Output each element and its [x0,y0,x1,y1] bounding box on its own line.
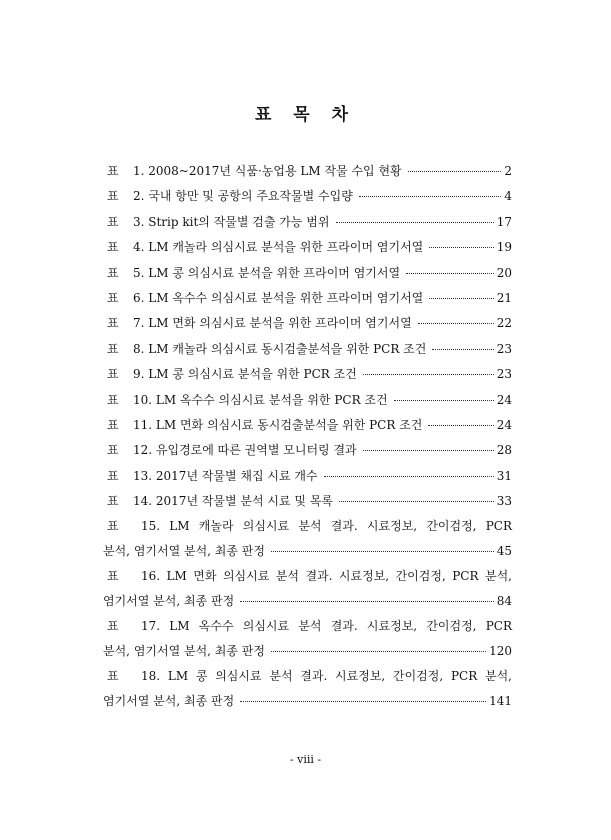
toc-page-number: 84 [496,594,512,609]
toc-entry[interactable] [103,565,512,615]
toc-entry-title-cont: 염기서열 분석, 최종 판정 [103,594,235,609]
toc-prefix: 표 [107,468,119,483]
toc-entry[interactable] [103,414,512,439]
toc-entry[interactable] [103,211,512,236]
toc-page-number: 24 [496,417,512,432]
toc-entry-title: 15. LM 캐놀라 의심시료 분석 결과. 시료정보, 간이검정, PCR [141,519,512,534]
toc-prefix: 표 [107,443,119,458]
toc-prefix: 표 [107,392,119,407]
toc-entry[interactable] [103,515,512,565]
toc-page-number: 33 [496,494,512,509]
toc-prefix: 표 [107,164,119,178]
toc-entry-title-cont: 분석, 염기서열 분석, 최종 판정 [103,544,265,559]
leader-dots [363,450,494,451]
leader-dots [324,476,494,477]
toc-entry[interactable] [103,490,512,515]
toc-page-number: 21 [496,290,512,305]
toc-entry-title: 4. LM 캐놀라 의심시료 분석을 위한 프라이머 염기서열 [133,240,424,255]
toc-entry-title: 7. LM 면화 의심시료 분석을 위한 프라이머 염기서열 [133,316,412,331]
toc-entry[interactable] [103,389,512,414]
leader-dots [339,501,494,502]
toc-entry-title: 1. 2008~2017년 식품·농업용 LM 작물 수입 현황 [133,164,402,178]
toc-entry-title: 6. LM 옥수수 의심시료 분석을 위한 프라이머 염기서열 [133,290,424,305]
toc-prefix: 표 [107,417,119,432]
leader-dots [432,349,493,350]
leader-dots [408,171,502,172]
toc-prefix: 표 [107,316,119,331]
toc-entry-title: 5. LM 콩 의심시료 분석을 위한 프라이머 염기서열 [133,265,401,280]
toc-entry[interactable] [103,236,512,261]
toc-entry-title: 9. LM 콩 의심시료 분석을 위한 PCR 조건 [133,367,357,382]
toc-page-number: 2 [504,164,512,178]
toc-entry-line2 [103,640,512,665]
toc-entry-line1 [103,565,512,590]
page-number: - viii - [289,753,322,766]
toc-page-number: 141 [489,694,512,709]
toc-entry-title-cont: 분석, 염기서열 분석, 최종 판정 [103,644,265,659]
toc-entry[interactable] [103,465,512,490]
toc-entry-title: 14. 2017년 작물별 분석 시료 및 목록 [133,494,334,509]
toc-entry-title: 18. LM 콩 의심시료 분석 결과. 시료정보, 간이검정, PCR 분석, [141,669,512,684]
toc-entry[interactable] [103,338,512,363]
toc-prefix: 표 [107,494,119,509]
toc-entry-line1 [103,615,512,640]
toc-entry-title: 17. LM 옥수수 의심시료 분석 결과. 시료정보, 간이검정, PCR [141,619,512,634]
toc-page-number: 45 [496,544,512,559]
toc-entry-title: 16. LM 면화 의심시료 분석 결과. 시료정보, 간이검정, PCR 분석, [141,569,512,584]
toc-entry-title: 8. LM 캐놀라 의심시료 동시검출분석을 위한 PCR 조건 [133,341,427,356]
toc-entry[interactable] [103,287,512,312]
toc-prefix: 표 [107,189,119,204]
toc-page-number: 23 [496,367,512,382]
toc-prefix: 표 [107,341,119,356]
toc-entry[interactable] [103,439,512,464]
toc-page-number: 28 [496,443,512,458]
toc-entry[interactable] [103,665,512,715]
toc-entry-title: 3. Strip kit의 작물별 검출 가능 범위 [133,214,330,229]
leader-dots [394,400,494,401]
leader-dots [429,247,493,248]
toc-prefix: 표 [107,240,119,255]
leader-dots [240,701,486,702]
toc-page-number: 20 [496,265,512,280]
toc-entry-line2 [103,540,512,565]
toc-entry[interactable] [103,160,512,185]
toc-entry[interactable] [103,262,512,287]
toc-entry-title: 13. 2017년 작물별 채집 시료 개수 [133,468,318,483]
leader-dots [271,551,494,552]
toc-prefix: 표 [107,367,119,382]
leader-dots [429,298,493,299]
toc-entry-title-cont: 염기서열 분석, 최종 판정 [103,694,235,709]
toc-prefix: 표 [107,290,119,305]
leader-dots [406,273,494,274]
leader-dots [428,425,493,426]
toc-prefix: 표 [107,569,119,584]
toc-entry-title: 10. LM 옥수수 의심시료 분석을 위한 PCR 조건 [133,392,388,407]
leader-dots [418,323,494,324]
leader-dots [336,222,494,223]
toc-entry-line2 [103,590,512,615]
leader-dots [359,196,502,197]
toc-prefix: 표 [107,619,119,634]
toc-prefix: 표 [107,214,119,229]
toc-entry-title: 12. 유입경로에 따른 권역별 모니터링 결과 [133,443,357,458]
toc-page-number: 4 [504,189,512,204]
toc-entry[interactable] [103,363,512,388]
toc-entry-line2 [103,690,512,715]
toc-page-number: 23 [496,341,512,356]
toc-entry[interactable] [103,312,512,337]
toc-prefix: 표 [107,519,119,534]
toc-page-number: 31 [496,468,512,483]
toc-page-number: 24 [496,392,512,407]
table-of-contents [103,160,512,715]
toc-prefix: 표 [107,265,119,280]
leader-dots [271,651,486,652]
leader-dots [240,601,494,602]
leader-dots [363,374,494,375]
toc-entry-title: 2. 국내 항만 및 공항의 주요작물별 수입량 [133,189,353,204]
toc-entry[interactable] [103,185,512,210]
page-title: 표 목 차 [254,105,357,125]
toc-page-number: 22 [496,316,512,331]
toc-entry-line1 [103,665,512,690]
toc-entry[interactable] [103,615,512,665]
toc-entry-line1 [103,515,512,540]
toc-page-number: 19 [496,240,512,255]
toc-page-number: 17 [496,214,512,229]
toc-page-number: 120 [489,644,512,659]
toc-prefix: 표 [107,669,119,684]
toc-entry-title: 11. LM 면화 의심시료 동시검출분석을 위한 PCR 조건 [133,417,423,432]
